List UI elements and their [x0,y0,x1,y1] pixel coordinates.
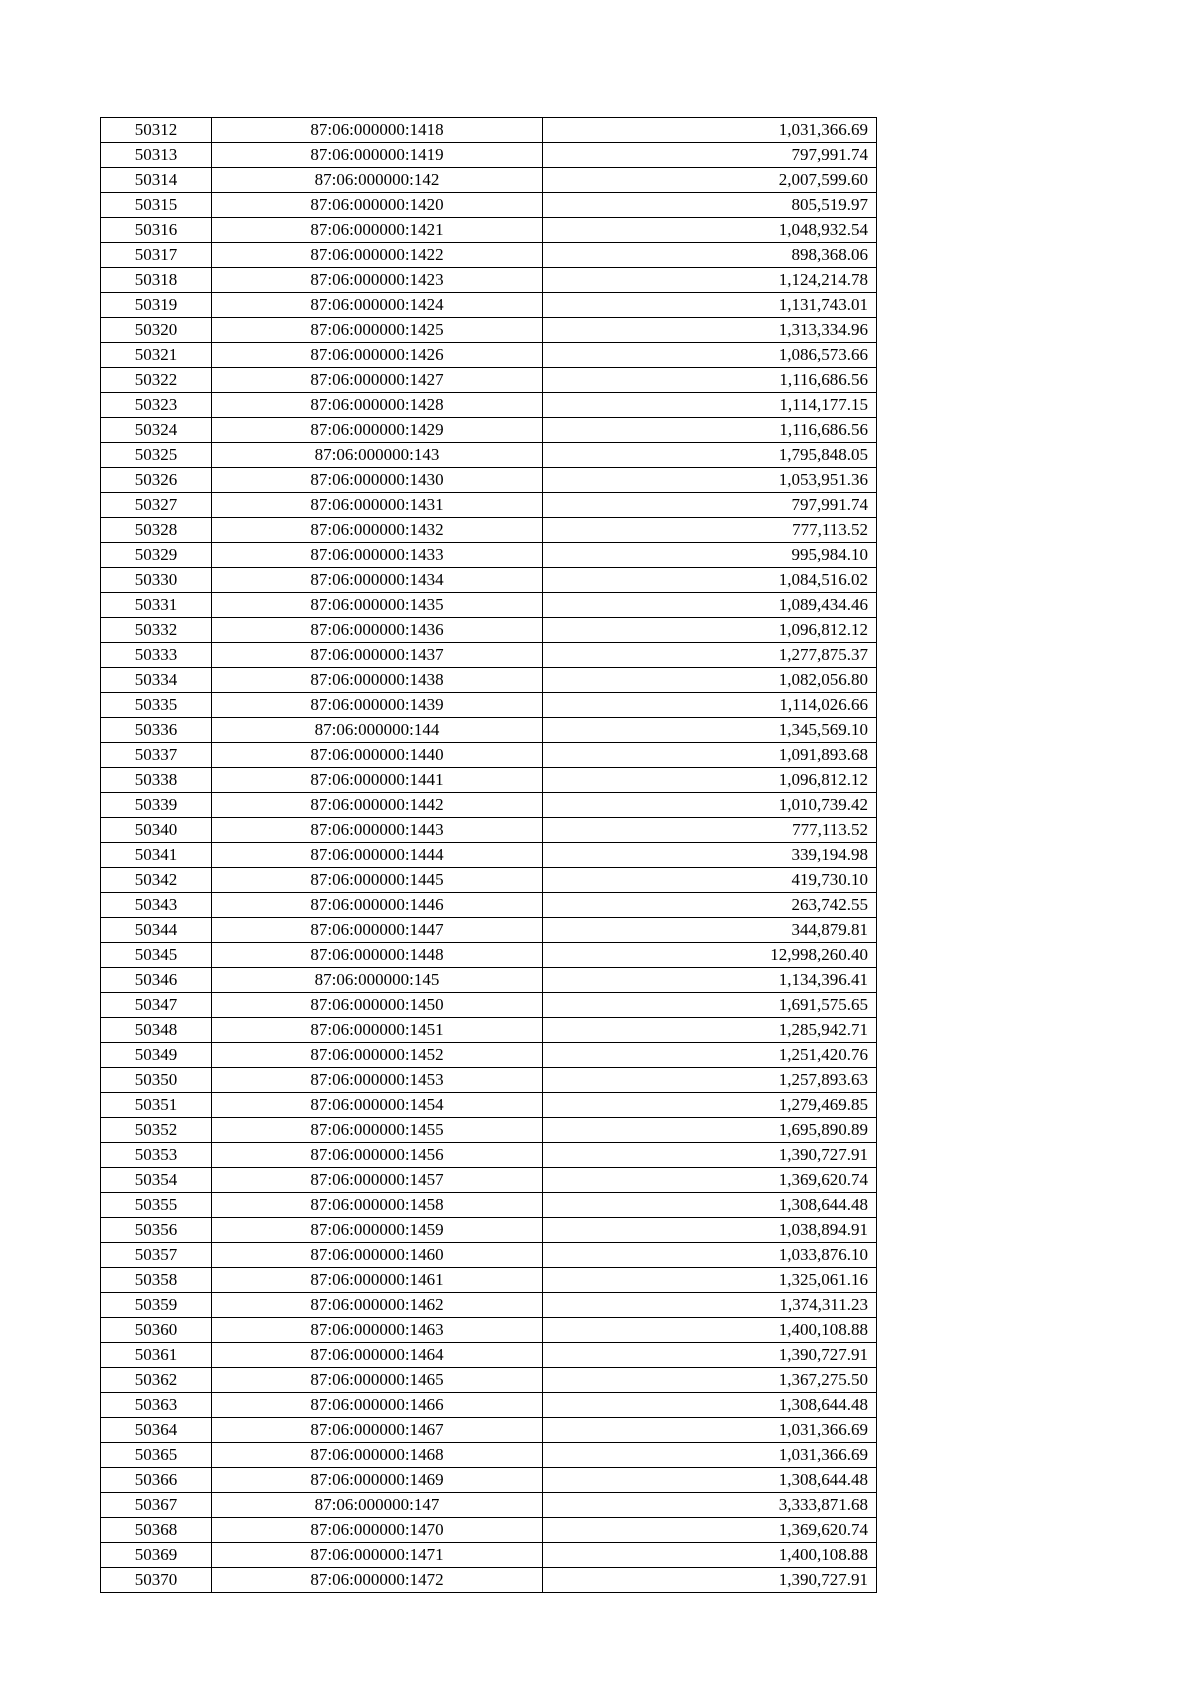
cadastral-number-cell: 87:06:000000:1433 [212,543,543,568]
cadastral-number-cell: 87:06:000000:1469 [212,1468,543,1493]
table-row [101,668,877,693]
cadastral-number-cell: 87:06:000000:1463 [212,1318,543,1343]
cadastral-number-cell: 87:06:000000:1424 [212,293,543,318]
row-number-cell: 50354 [101,1168,212,1193]
value-cell: 12,998,260.40 [543,943,877,968]
row-number-cell: 50369 [101,1543,212,1568]
row-number-cell: 50345 [101,943,212,968]
table-row [101,118,877,143]
cadastral-number-cell: 87:06:000000:1446 [212,893,543,918]
value-cell: 1,277,875.37 [543,643,877,668]
value-cell: 1,251,420.76 [543,1043,877,1068]
table-row [101,1193,877,1218]
row-number-cell: 50367 [101,1493,212,1518]
table-body [101,118,877,1593]
cadastral-number-cell: 87:06:000000:147 [212,1493,543,1518]
cadastral-number-cell: 87:06:000000:1440 [212,743,543,768]
value-cell: 419,730.10 [543,868,877,893]
row-number-cell: 50326 [101,468,212,493]
cadastral-number-cell: 87:06:000000:1464 [212,1343,543,1368]
table-row [101,393,877,418]
cadastral-number-cell: 87:06:000000:1422 [212,243,543,268]
cadastral-number-cell: 87:06:000000:1443 [212,818,543,843]
value-cell: 1,089,434.46 [543,593,877,618]
row-number-cell: 50368 [101,1518,212,1543]
value-cell: 1,345,569.10 [543,718,877,743]
cadastral-number-cell: 87:06:000000:1467 [212,1418,543,1443]
table-row [101,1293,877,1318]
table-row [101,1218,877,1243]
row-number-cell: 50330 [101,568,212,593]
cadastral-number-cell: 87:06:000000:144 [212,718,543,743]
value-cell: 1,691,575.65 [543,993,877,1018]
value-cell: 805,519.97 [543,193,877,218]
cadastral-number-cell: 87:06:000000:1465 [212,1368,543,1393]
value-cell: 1,400,108.88 [543,1318,877,1343]
cadastral-number-cell: 87:06:000000:1423 [212,268,543,293]
value-cell: 1,695,890.89 [543,1118,877,1143]
table-row [101,1568,877,1593]
value-cell: 1,053,951.36 [543,468,877,493]
table-row [101,1118,877,1143]
table-row [101,493,877,518]
cadastral-number-cell: 87:06:000000:1438 [212,668,543,693]
cadastral-number-cell: 87:06:000000:1452 [212,1043,543,1068]
table-row [101,1418,877,1443]
value-cell: 1,308,644.48 [543,1193,877,1218]
table-row [101,1443,877,1468]
row-number-cell: 50329 [101,543,212,568]
value-cell: 1,038,894.91 [543,1218,877,1243]
table-row [101,168,877,193]
cadastral-number-cell: 87:06:000000:1426 [212,343,543,368]
table-row [101,1393,877,1418]
value-cell: 1,096,812.12 [543,768,877,793]
row-number-cell: 50352 [101,1118,212,1143]
table-row [101,343,877,368]
cadastral-number-cell: 87:06:000000:1430 [212,468,543,493]
row-number-cell: 50323 [101,393,212,418]
row-number-cell: 50365 [101,1443,212,1468]
value-cell: 2,007,599.60 [543,168,877,193]
cadastral-number-cell: 87:06:000000:1445 [212,868,543,893]
cadastral-number-cell: 87:06:000000:1441 [212,768,543,793]
row-number-cell: 50316 [101,218,212,243]
row-number-cell: 50359 [101,1293,212,1318]
cadastral-number-cell: 87:06:000000:1468 [212,1443,543,1468]
cadastral-number-cell: 87:06:000000:1448 [212,943,543,968]
cadastral-number-cell: 87:06:000000:1472 [212,1568,543,1593]
table-row [101,718,877,743]
table-row [101,968,877,993]
value-cell: 1,091,893.68 [543,743,877,768]
table-row [101,318,877,343]
cadastral-number-cell: 87:06:000000:1425 [212,318,543,343]
value-cell: 995,984.10 [543,543,877,568]
cadastral-number-cell: 87:06:000000:1427 [212,368,543,393]
table-row [101,1543,877,1568]
value-cell: 1,134,396.41 [543,968,877,993]
value-cell: 1,114,177.15 [543,393,877,418]
value-cell: 1,369,620.74 [543,1168,877,1193]
cadastral-number-cell: 87:06:000000:1456 [212,1143,543,1168]
table-row [101,1518,877,1543]
value-cell: 1,308,644.48 [543,1468,877,1493]
value-cell: 3,333,871.68 [543,1493,877,1518]
value-cell: 1,279,469.85 [543,1093,877,1118]
cadastral-number-cell: 87:06:000000:1421 [212,218,543,243]
cadastral-number-cell: 87:06:000000:1471 [212,1543,543,1568]
row-number-cell: 50344 [101,918,212,943]
cadastral-number-cell: 87:06:000000:1454 [212,1093,543,1118]
cadastral-number-cell: 87:06:000000:1436 [212,618,543,643]
value-cell: 1,313,334.96 [543,318,877,343]
cadastral-number-cell: 87:06:000000:1435 [212,593,543,618]
cadastral-number-cell: 87:06:000000:1420 [212,193,543,218]
value-cell: 263,742.55 [543,893,877,918]
cadastral-number-cell: 87:06:000000:142 [212,168,543,193]
row-number-cell: 50318 [101,268,212,293]
value-cell: 1,114,026.66 [543,693,877,718]
table-row [101,793,877,818]
row-number-cell: 50324 [101,418,212,443]
table-row [101,443,877,468]
row-number-cell: 50339 [101,793,212,818]
row-number-cell: 50338 [101,768,212,793]
row-number-cell: 50351 [101,1093,212,1118]
value-cell: 1,131,743.01 [543,293,877,318]
cadastral-number-cell: 87:06:000000:1442 [212,793,543,818]
row-number-cell: 50331 [101,593,212,618]
row-number-cell: 50361 [101,1343,212,1368]
cadastral-number-cell: 87:06:000000:1461 [212,1268,543,1293]
table-row [101,918,877,943]
data-table [100,117,877,1593]
table-row [101,143,877,168]
row-number-cell: 50349 [101,1043,212,1068]
value-cell: 1,082,056.80 [543,668,877,693]
table-row [101,893,877,918]
table-row [101,543,877,568]
value-cell: 1,390,727.91 [543,1143,877,1168]
value-cell: 344,879.81 [543,918,877,943]
cadastral-number-cell: 87:06:000000:145 [212,968,543,993]
cadastral-number-cell: 87:06:000000:1453 [212,1068,543,1093]
value-cell: 1,367,275.50 [543,1368,877,1393]
cadastral-number-cell: 87:06:000000:1451 [212,1018,543,1043]
row-number-cell: 50321 [101,343,212,368]
row-number-cell: 50360 [101,1318,212,1343]
value-cell: 1,257,893.63 [543,1068,877,1093]
value-cell: 1,084,516.02 [543,568,877,593]
row-number-cell: 50356 [101,1218,212,1243]
value-cell: 777,113.52 [543,518,877,543]
value-cell: 1,048,932.54 [543,218,877,243]
cadastral-number-cell: 87:06:000000:1462 [212,1293,543,1318]
row-number-cell: 50322 [101,368,212,393]
row-number-cell: 50353 [101,1143,212,1168]
value-cell: 1,285,942.71 [543,1018,877,1043]
row-number-cell: 50370 [101,1568,212,1593]
cadastral-number-cell: 87:06:000000:1455 [212,1118,543,1143]
cadastral-number-cell: 87:06:000000:1457 [212,1168,543,1193]
row-number-cell: 50362 [101,1368,212,1393]
cadastral-number-cell: 87:06:000000:1458 [212,1193,543,1218]
row-number-cell: 50357 [101,1243,212,1268]
row-number-cell: 50315 [101,193,212,218]
table-row [101,1318,877,1343]
table-row [101,1043,877,1068]
cadastral-number-cell: 87:06:000000:1429 [212,418,543,443]
value-cell: 1,400,108.88 [543,1543,877,1568]
value-cell: 1,374,311.23 [543,1293,877,1318]
row-number-cell: 50364 [101,1418,212,1443]
table-row [101,943,877,968]
value-cell: 1,033,876.10 [543,1243,877,1268]
row-number-cell: 50325 [101,443,212,468]
row-number-cell: 50327 [101,493,212,518]
value-cell: 1,124,214.78 [543,268,877,293]
table-row [101,368,877,393]
value-cell: 797,991.74 [543,143,877,168]
value-cell: 1,325,061.16 [543,1268,877,1293]
table-row [101,243,877,268]
cadastral-number-cell: 87:06:000000:1466 [212,1393,543,1418]
cadastral-number-cell: 87:06:000000:1437 [212,643,543,668]
value-cell: 1,096,812.12 [543,618,877,643]
table-row [101,193,877,218]
row-number-cell: 50350 [101,1068,212,1093]
table-row [101,418,877,443]
table-row [101,1143,877,1168]
table-row [101,293,877,318]
row-number-cell: 50366 [101,1468,212,1493]
value-cell: 1,116,686.56 [543,368,877,393]
table-row [101,618,877,643]
cadastral-number-cell: 87:06:000000:1418 [212,118,543,143]
table-row [101,1268,877,1293]
value-cell: 1,031,366.69 [543,1418,877,1443]
row-number-cell: 50346 [101,968,212,993]
table-row [101,768,877,793]
table-row [101,1493,877,1518]
row-number-cell: 50335 [101,693,212,718]
row-number-cell: 50334 [101,668,212,693]
table-row [101,1093,877,1118]
cadastral-number-cell: 87:06:000000:1444 [212,843,543,868]
table-row [101,1243,877,1268]
value-cell: 777,113.52 [543,818,877,843]
cadastral-number-cell: 87:06:000000:143 [212,443,543,468]
table-row [101,993,877,1018]
value-cell: 1,010,739.42 [543,793,877,818]
row-number-cell: 50347 [101,993,212,1018]
row-number-cell: 50333 [101,643,212,668]
row-number-cell: 50358 [101,1268,212,1293]
row-number-cell: 50341 [101,843,212,868]
table-row [101,1468,877,1493]
table-row [101,1368,877,1393]
table-row [101,518,877,543]
table-row [101,818,877,843]
value-cell: 1,795,848.05 [543,443,877,468]
cadastral-number-cell: 87:06:000000:1431 [212,493,543,518]
table-row [101,468,877,493]
table-row [101,1343,877,1368]
table-row [101,693,877,718]
cadastral-number-cell: 87:06:000000:1439 [212,693,543,718]
cadastral-number-cell: 87:06:000000:1459 [212,1218,543,1243]
table-row [101,843,877,868]
cadastral-number-cell: 87:06:000000:1428 [212,393,543,418]
row-number-cell: 50314 [101,168,212,193]
value-cell: 1,390,727.91 [543,1343,877,1368]
row-number-cell: 50340 [101,818,212,843]
table-row [101,268,877,293]
cadastral-number-cell: 87:06:000000:1447 [212,918,543,943]
row-number-cell: 50320 [101,318,212,343]
row-number-cell: 50312 [101,118,212,143]
row-number-cell: 50342 [101,868,212,893]
cadastral-number-cell: 87:06:000000:1419 [212,143,543,168]
row-number-cell: 50348 [101,1018,212,1043]
value-cell: 1,369,620.74 [543,1518,877,1543]
value-cell: 898,368.06 [543,243,877,268]
row-number-cell: 50336 [101,718,212,743]
value-cell: 1,390,727.91 [543,1568,877,1593]
value-cell: 1,031,366.69 [543,118,877,143]
table-row [101,868,877,893]
value-cell: 1,086,573.66 [543,343,877,368]
row-number-cell: 50328 [101,518,212,543]
row-number-cell: 50355 [101,1193,212,1218]
table-row [101,1018,877,1043]
value-cell: 339,194.98 [543,843,877,868]
cadastral-number-cell: 87:06:000000:1450 [212,993,543,1018]
row-number-cell: 50343 [101,893,212,918]
row-number-cell: 50363 [101,1393,212,1418]
value-cell: 797,991.74 [543,493,877,518]
table-row [101,593,877,618]
table-row [101,568,877,593]
row-number-cell: 50332 [101,618,212,643]
cadastral-number-cell: 87:06:000000:1432 [212,518,543,543]
table-row [101,643,877,668]
row-number-cell: 50317 [101,243,212,268]
row-number-cell: 50313 [101,143,212,168]
table-row [101,1168,877,1193]
value-cell: 1,031,366.69 [543,1443,877,1468]
table-row [101,1068,877,1093]
cadastral-number-cell: 87:06:000000:1460 [212,1243,543,1268]
cadastral-number-cell: 87:06:000000:1470 [212,1518,543,1543]
table-row [101,218,877,243]
row-number-cell: 50319 [101,293,212,318]
cadastral-number-cell: 87:06:000000:1434 [212,568,543,593]
value-cell: 1,308,644.48 [543,1393,877,1418]
table-row [101,743,877,768]
value-cell: 1,116,686.56 [543,418,877,443]
row-number-cell: 50337 [101,743,212,768]
